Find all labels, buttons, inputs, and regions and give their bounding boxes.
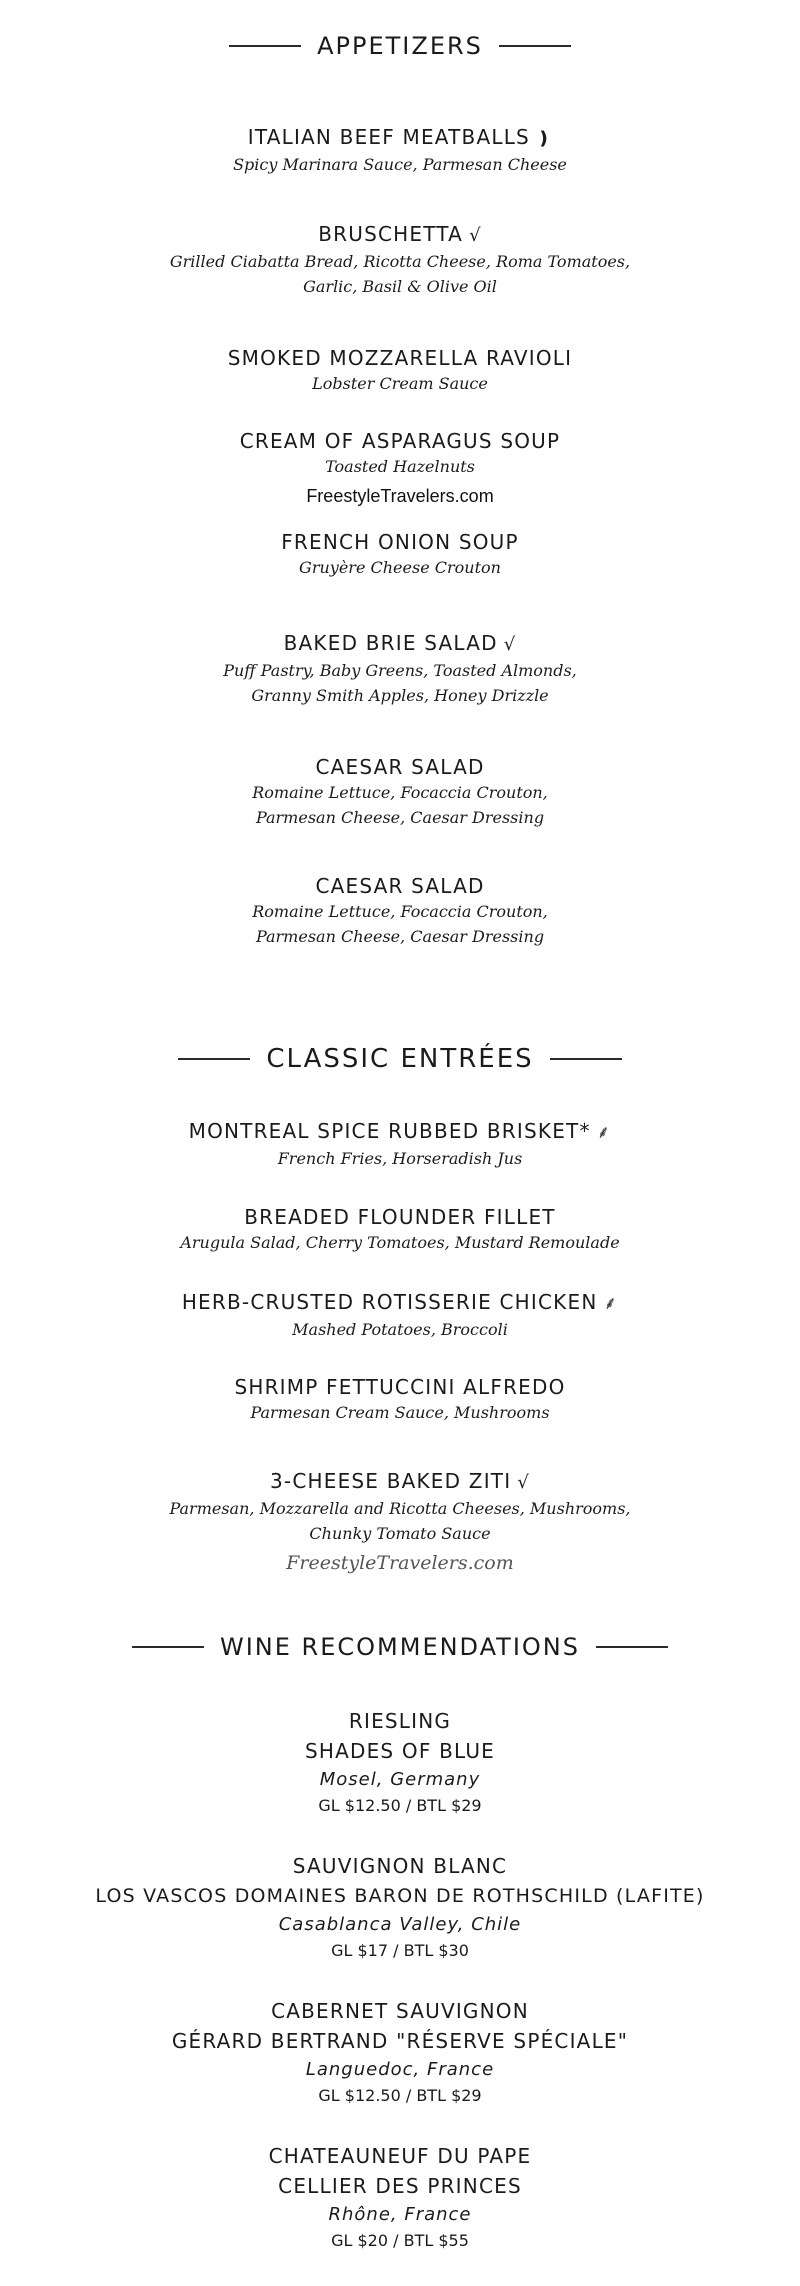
menu-item xyxy=(0,754,800,830)
item-description: Parmesan Cheese, Caesar Dressing xyxy=(255,808,545,827)
item-name: CAESAR SALAD xyxy=(315,755,485,779)
item-name: BAKED BRIE SALAD xyxy=(283,631,498,655)
wine-producer: LOS VASCOS DOMAINES BARON DE ROTHSCHILD (LAFITE) xyxy=(95,1885,705,1907)
menu-item xyxy=(0,873,800,949)
vegetarian-leaf-icon: √ xyxy=(517,1472,530,1493)
item-name: BRUSCHETTA xyxy=(318,222,464,246)
menu-item xyxy=(0,1118,800,1171)
gluten-free-wheat-icon: ⸙ xyxy=(603,1293,619,1314)
menu-item xyxy=(0,428,800,479)
section-title: APPETIZERS xyxy=(317,32,483,60)
watermark-text: FreestyleTravelers.com xyxy=(286,1552,514,1574)
header-rule xyxy=(550,1058,622,1060)
wine-price: GL $12.50 / BTL $29 xyxy=(318,1796,482,1815)
section-header-wine xyxy=(0,1633,800,1661)
pepper-icon: ❫ xyxy=(535,128,553,149)
wine-varietal: SAUVIGNON BLANC xyxy=(292,1854,508,1878)
wine-price: GL $17 / BTL $30 xyxy=(331,1941,469,1960)
wine-producer: GÉRARD BERTRAND "RÉSERVE SPÉCIALE" xyxy=(171,2029,629,2053)
wine-item xyxy=(0,1996,800,2108)
item-description: Romaine Lettuce, Focaccia Crouton, xyxy=(252,902,548,921)
item-description: Puff Pastry, Baby Greens, Toasted Almonds, xyxy=(223,661,577,680)
wine-region: Mosel, Germany xyxy=(319,1769,481,1790)
watermark-text: FreestyleTravelers.com xyxy=(306,486,494,506)
item-name: ITALIAN BEEF MEATBALLS xyxy=(247,125,530,149)
item-name: 3-CHEESE BAKED ZITI xyxy=(269,1469,512,1493)
menu-item xyxy=(0,630,800,708)
section-header-appetizers xyxy=(0,32,800,60)
wine-price: GL $20 / BTL $55 xyxy=(331,2231,469,2250)
item-description: French Fries, Horseradish Jus xyxy=(277,1149,523,1168)
item-description: Spicy Marinara Sauce, Parmesan Cheese xyxy=(233,155,567,174)
menu-item xyxy=(0,1289,800,1342)
item-name: MONTREAL SPICE RUBBED BRISKET* xyxy=(188,1119,591,1143)
item-name: CAESAR SALAD xyxy=(315,874,485,898)
section-title: CLASSIC ENTRÉES xyxy=(266,1044,534,1074)
wine-varietal: RIESLING xyxy=(348,1709,452,1733)
wine-item xyxy=(0,1706,800,1818)
wine-varietal: CHATEAUNEUF DU PAPE xyxy=(268,2144,532,2168)
section-title: WINE RECOMMENDATIONS xyxy=(219,1633,580,1661)
menu-item xyxy=(0,345,800,396)
wine-producer: SHADES OF BLUE xyxy=(304,1739,496,1763)
menu-item xyxy=(0,221,800,299)
wine-region: Rhône, France xyxy=(328,2204,472,2225)
wine-region: Languedoc, France xyxy=(305,2059,495,2080)
menu-item xyxy=(0,1374,800,1425)
menu-item xyxy=(0,1468,800,1546)
item-description: Parmesan Cream Sauce, Mushrooms xyxy=(250,1403,550,1422)
item-description: Grilled Ciabatta Bread, Ricotta Cheese, Roma Tomatoes, xyxy=(169,252,631,271)
menu-item xyxy=(0,529,800,580)
header-rule xyxy=(178,1058,250,1060)
item-description: Lobster Cream Sauce xyxy=(312,374,488,393)
item-description: Chunky Tomato Sauce xyxy=(309,1524,491,1543)
menu-item xyxy=(0,1204,800,1255)
item-description: Arugula Salad, Cherry Tomatoes, Mustard Remoulade xyxy=(180,1233,620,1252)
vegetarian-leaf-icon: √ xyxy=(469,225,482,246)
item-description: Gruyère Cheese Crouton xyxy=(299,558,501,577)
item-description: Toasted Hazelnuts xyxy=(325,457,475,476)
item-name: CREAM OF ASPARAGUS SOUP xyxy=(239,429,561,453)
item-name: BREADED FLOUNDER FILLET xyxy=(244,1205,556,1229)
wine-item xyxy=(0,1851,800,1963)
item-description: Parmesan Cheese, Caesar Dressing xyxy=(255,927,545,946)
menu-item xyxy=(0,124,800,177)
item-name: SHRIMP FETTUCCINI ALFREDO xyxy=(234,1375,566,1399)
wine-varietal: CABERNET SAUVIGNON xyxy=(271,1999,529,2023)
item-description: Parmesan, Mozzarella and Ricotta Cheeses, Mushrooms, xyxy=(169,1499,631,1518)
item-description: Granny Smith Apples, Honey Drizzle xyxy=(251,686,549,705)
item-name: FRENCH ONION SOUP xyxy=(281,530,519,554)
section-header-entrees xyxy=(0,1044,800,1074)
vegetarian-leaf-icon: √ xyxy=(503,634,517,655)
header-rule xyxy=(596,1646,668,1648)
item-description: Romaine Lettuce, Focaccia Crouton, xyxy=(252,783,548,802)
header-rule xyxy=(132,1646,204,1648)
item-name: HERB-CRUSTED ROTISSERIE CHICKEN xyxy=(181,1290,598,1314)
item-description: Mashed Potatoes, Broccoli xyxy=(292,1320,508,1339)
wine-region: Casablanca Valley, Chile xyxy=(278,1914,522,1935)
item-name: SMOKED MOZZARELLA RAVIOLI xyxy=(227,346,573,370)
header-rule xyxy=(229,45,301,47)
wine-producer: CELLIER DES PRINCES xyxy=(278,2174,522,2198)
gluten-free-wheat-icon: ⸙ xyxy=(596,1122,612,1143)
wine-item xyxy=(0,2141,800,2253)
item-description: Garlic, Basil & Olive Oil xyxy=(303,277,497,296)
header-rule xyxy=(499,45,571,47)
wine-price: GL $12.50 / BTL $29 xyxy=(318,2086,482,2105)
